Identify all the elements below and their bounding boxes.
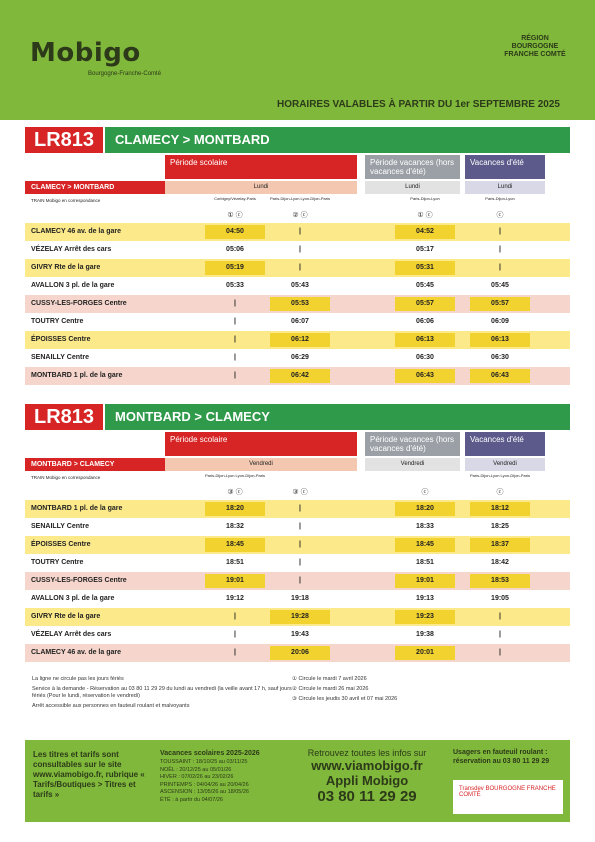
day-summer: Vendredi: [465, 458, 545, 471]
departure-time: 18:20: [395, 502, 455, 516]
route2-code: LR813: [25, 404, 103, 430]
departure-time: 19:12: [226, 595, 244, 602]
stop-name: SENAILLY Centre: [31, 523, 89, 530]
table-row: [25, 223, 570, 241]
table-row: [25, 241, 570, 259]
departure-time: |: [234, 354, 236, 361]
departure-time: |: [234, 631, 236, 638]
vacations-list: [160, 759, 290, 804]
departure-time: 06:13: [470, 333, 530, 347]
departure-time: 04:50: [205, 225, 265, 239]
stop-name: TOUTRY Centre: [31, 559, 84, 566]
train-label: TRAIN Mobigo en correspondance: [31, 198, 101, 203]
departure-time: 19:05: [491, 595, 509, 602]
departure-time: 18:42: [491, 559, 509, 566]
stop-name: CLAMECY 46 av. de la gare: [31, 228, 121, 235]
departure-time: |: [499, 264, 501, 271]
footer-vacations: [160, 750, 290, 804]
departure-time: 18:33: [416, 523, 434, 530]
departure-time: |: [299, 523, 301, 530]
departure-time: 05:19: [205, 261, 265, 275]
vacation-line: NOËL : 20/12/25 au 05/01/26: [160, 766, 232, 773]
vacation-line: PRINTEMPS : 04/04/26 au 20/04/26: [160, 781, 249, 788]
vacation-line: ASCENSION : 13/05/26 au 18/05/26: [160, 789, 249, 795]
departure-time: 18:32: [226, 523, 244, 530]
train-connection: Paris-Dijon-Lyon Lyon-Dijon-Paris: [270, 196, 330, 201]
stop-name: MONTBARD 1 pl. de la gare: [31, 505, 123, 512]
departure-time: 19:28: [270, 610, 330, 624]
departure-time: |: [234, 336, 236, 343]
departure-time: 19:23: [395, 610, 455, 624]
route1-code: LR813: [25, 127, 103, 153]
stops-header: MONTBARD > CLAMECY: [25, 458, 165, 471]
departure-time: |: [499, 631, 501, 638]
table-row: [25, 626, 570, 644]
service-note: ⓒ: [421, 489, 429, 496]
departure-time: |: [234, 300, 236, 307]
phone-number: 03 80 11 29 29: [317, 788, 417, 805]
departure-time: 06:42: [270, 369, 330, 383]
departure-time: 05:33: [226, 282, 244, 289]
period-holidays: Période vacances (hors vacances d'été): [365, 155, 460, 179]
info-line: Retrouvez toutes les infos sur: [307, 748, 427, 758]
footer-banner: [25, 740, 570, 822]
departure-time: 05:57: [470, 297, 530, 311]
stop-name: CUSSY-LES-FORGES Centre: [31, 300, 127, 307]
stops-header: CLAMECY > MONTBARD: [25, 181, 165, 194]
departure-time: 04:52: [395, 225, 455, 239]
departure-time: 19:01: [205, 574, 265, 588]
departure-time: |: [234, 318, 236, 325]
period-holidays: Période vacances (hors vacances d'été): [365, 432, 460, 456]
departure-time: 18:20: [205, 502, 265, 516]
service-note: ③ ⓒ: [292, 489, 308, 496]
vacations-title: Vacances scolaires 2025-2026: [160, 750, 260, 757]
legend-note-1: ① Circule le mardi 7 avril 2026: [292, 676, 367, 682]
departure-time: |: [299, 559, 301, 566]
table-row: [25, 590, 570, 608]
departure-time: |: [499, 649, 501, 656]
legend-on-demand: Service à la demande - Réservation au 03 80 11 29 29 du lundi au vendredi (la veille avant 17 h, sauf jours fériés (Pour le lundi, réservation le vendredi): [32, 686, 292, 699]
departure-time: 06:07: [291, 318, 309, 325]
departure-time: 18:51: [226, 559, 244, 566]
service-note: ② ⓒ: [292, 212, 308, 219]
service-note: ⓒ: [496, 489, 504, 496]
departure-time: 05:43: [291, 282, 309, 289]
stop-name: AVALLON 3 pl. de la gare: [31, 595, 115, 602]
logo-subtitle: Bourgogne-Franche-Comté: [88, 71, 162, 77]
departure-time: 05:06: [226, 246, 244, 253]
region-logo: RÉGION BOURGOGNE FRANCHE COMTÉ: [504, 35, 566, 58]
departure-time: |: [299, 505, 301, 512]
departure-time: 05:53: [270, 297, 330, 311]
legend-note-2: ② Circule le mardi 26 mai 2026: [292, 686, 369, 692]
departure-time: |: [299, 541, 301, 548]
table-row: [25, 277, 570, 295]
operator-logo: Transdev BOURGOGNE FRANCHE COMTÉ: [453, 780, 563, 814]
validity-title: HORAIRES VALABLES À PARTIR DU 1er SEPTEMBRE 2025: [276, 99, 560, 110]
departure-time: 19:43: [291, 631, 309, 638]
departure-time: |: [499, 613, 501, 620]
departure-time: 18:25: [491, 523, 509, 530]
table-row: [25, 331, 570, 349]
departure-time: 19:38: [416, 631, 434, 638]
stop-name: VÉZELAY Arrêt des cars: [31, 246, 112, 253]
app-name: Appli Mobigo: [325, 773, 409, 788]
stop-name: GIVRY Rte de la gare: [31, 613, 101, 620]
departure-time: 19:13: [416, 595, 434, 602]
departure-time: 06:29: [291, 354, 309, 361]
day-holidays: Lundi: [365, 181, 460, 194]
route2-band: [25, 404, 570, 430]
departure-time: 05:45: [491, 282, 509, 289]
period-summer: Vacances d'été: [465, 155, 545, 179]
vacation-line: ÉTÉ : à partir du 04/07/26: [160, 796, 223, 803]
departure-time: 06:06: [416, 318, 434, 325]
service-note: ⓒ: [496, 212, 504, 219]
departure-time: 18:45: [205, 538, 265, 552]
departure-time: 06:13: [395, 333, 455, 347]
stop-name: CLAMECY 46 av. de la gare: [31, 649, 121, 656]
service-note: ① ⓒ: [227, 212, 243, 219]
departure-time: 18:53: [470, 574, 530, 588]
departure-time: |: [499, 228, 501, 235]
departure-time: 06:43: [395, 369, 455, 383]
legend-accessible: Arrêt accessible aux personnes en fauteuil roulant et malvoyants: [32, 703, 190, 709]
route2-name: MONTBARD > CLAMECY: [105, 404, 570, 430]
day-school: Lundi: [165, 181, 357, 194]
departure-time: 18:12: [470, 502, 530, 516]
table-row: [25, 367, 570, 385]
stop-name: VÉZELAY Arrêt des cars: [31, 631, 112, 638]
route2-table: [0, 432, 595, 662]
train-connection: Paris-Dijon-Lyon Lyon-Dijon-Paris: [205, 473, 265, 478]
mobigo-logo: Mobigo: [30, 38, 141, 68]
departure-time: |: [234, 649, 236, 656]
stop-name: ÉPOISSES Centre: [31, 336, 91, 343]
departure-time: 18:37: [470, 538, 530, 552]
departure-time: |: [299, 246, 301, 253]
departure-time: 05:31: [395, 261, 455, 275]
train-connection: Paris-Dijon-Lyon Lyon-Dijon-Paris: [470, 473, 530, 478]
train-connection: Paris-Dijon-Lyon: [485, 196, 515, 201]
table-row: [25, 644, 570, 662]
table-row: [25, 518, 570, 536]
departure-time: 06:09: [491, 318, 509, 325]
departure-time: 19:18: [291, 595, 309, 602]
departure-time: 18:51: [416, 559, 434, 566]
legend-no-holidays: La ligne ne circule pas les jours fériés: [32, 676, 124, 682]
departure-time: 05:57: [395, 297, 455, 311]
stop-name: AVALLON 3 pl. de la gare: [31, 282, 115, 289]
period-summer: Vacances d'été: [465, 432, 545, 456]
departure-time: 06:30: [491, 354, 509, 361]
day-holidays: Vendredi: [365, 458, 460, 471]
table-row: [25, 295, 570, 313]
legend-left: [32, 676, 292, 710]
stop-name: GIVRY Rte de la gare: [31, 264, 101, 271]
route1-band: [25, 127, 570, 153]
vacation-line: HIVER : 07/02/26 au 23/02/26: [160, 774, 234, 780]
train-connection: Paris-Dijon-Lyon: [410, 196, 440, 201]
footer-wheelchair: Usagers en fauteuil roulant : réservation au 03 80 11 29 29: [453, 749, 550, 765]
stop-name: ÉPOISSES Centre: [31, 541, 91, 548]
period-school: Période scolaire: [165, 432, 357, 456]
stop-name: SENAILLY Centre: [31, 354, 89, 361]
website-link[interactable]: www.viamobigo.fr: [311, 758, 423, 773]
legend-right: [292, 676, 542, 703]
footer-tariffs: Les titres et tarifs sont consultables sur le site www.viamobigo.fr, rubrique « Tarifs/Boutiques > Titres et tarifs »: [33, 750, 145, 799]
table-row: [25, 608, 570, 626]
table-row: [25, 500, 570, 518]
table-row: [25, 554, 570, 572]
footer-info: [287, 748, 447, 805]
period-school: Période scolaire: [165, 155, 357, 179]
departure-time: |: [299, 264, 301, 271]
departure-time: 06:43: [470, 369, 530, 383]
stop-name: MONTBARD 1 pl. de la gare: [31, 372, 123, 379]
table-row: [25, 259, 570, 277]
departure-time: 18:45: [395, 538, 455, 552]
day-school: Vendredi: [165, 458, 357, 471]
departure-time: |: [299, 577, 301, 584]
departure-time: |: [299, 228, 301, 235]
table-row: [25, 536, 570, 554]
departure-time: 20:06: [270, 646, 330, 660]
train-label: TRAIN Mobigo en correspondance: [31, 475, 101, 480]
train-connection: Corbigny/Vézelay-Paris: [214, 196, 256, 201]
departure-time: 05:45: [416, 282, 434, 289]
service-note: ③ ⓒ: [227, 489, 243, 496]
departure-time: |: [234, 372, 236, 379]
table-row: [25, 313, 570, 331]
departure-time: |: [234, 613, 236, 620]
route1-name: CLAMECY > MONTBARD: [105, 127, 570, 153]
table-row: [25, 349, 570, 367]
departure-time: 06:30: [416, 354, 434, 361]
route1-table: [0, 155, 595, 385]
departure-time: |: [499, 246, 501, 253]
departure-time: 05:17: [416, 246, 434, 253]
service-note: ① ⓒ: [417, 212, 433, 219]
vacation-line: TOUSSAINT : 18/10/25 au 03/11/25: [160, 759, 248, 765]
departure-time: 06:12: [270, 333, 330, 347]
table-row: [25, 572, 570, 590]
day-summer: Lundi: [465, 181, 545, 194]
stop-name: TOUTRY Centre: [31, 318, 84, 325]
stop-name: CUSSY-LES-FORGES Centre: [31, 577, 127, 584]
departure-time: 19:01: [395, 574, 455, 588]
departure-time: 20:01: [395, 646, 455, 660]
legend-note-3: ③ Circule les jeudis 30 avril et 07 mai 2026: [292, 696, 398, 702]
